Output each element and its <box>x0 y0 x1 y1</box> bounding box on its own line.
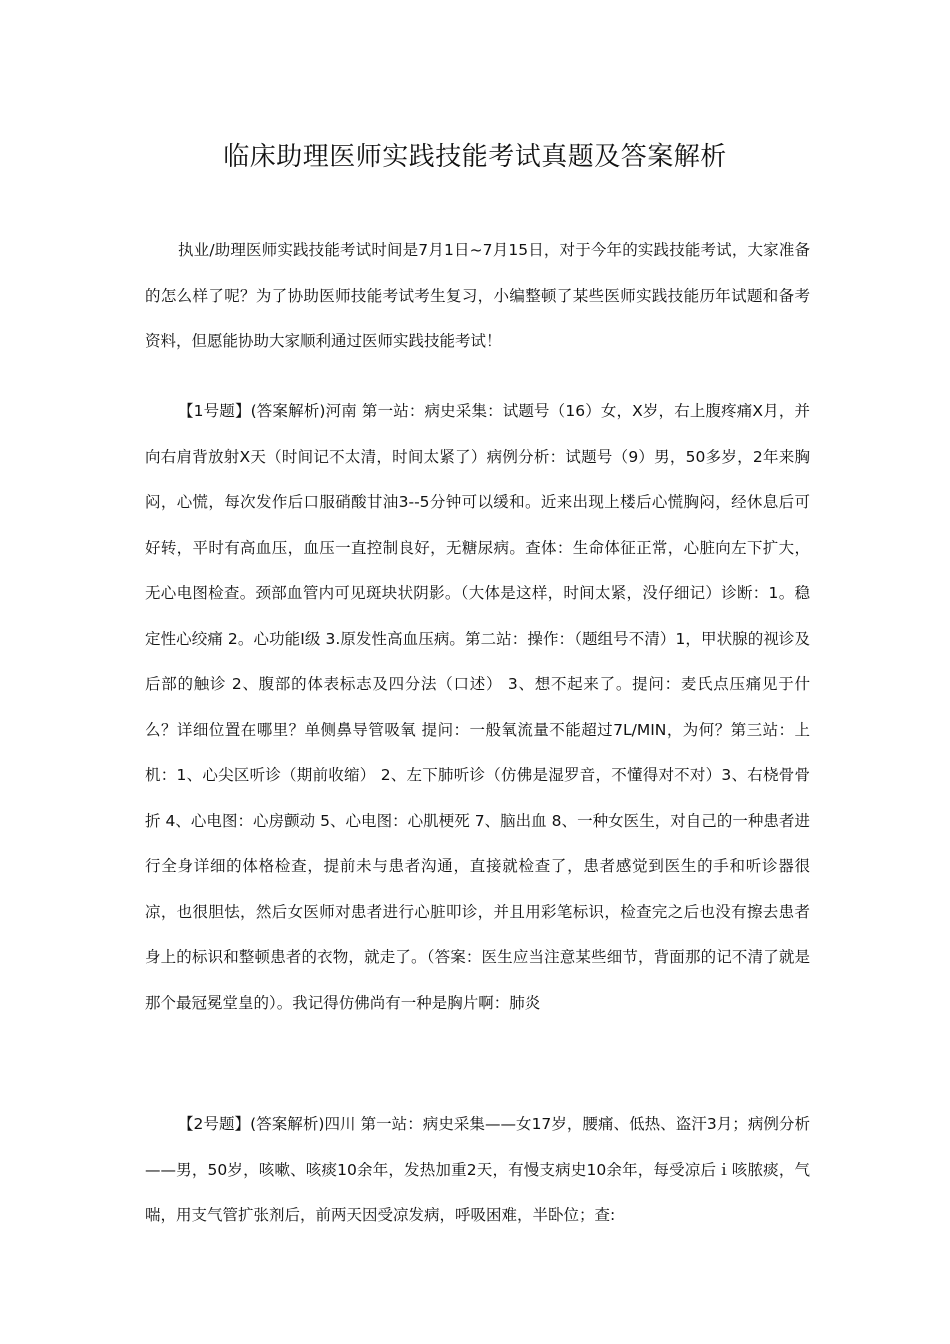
intro-paragraph: 执业/助理医师实践技能考试时间是7月1日~7月15日，对于今年的实践技能考试，大家准备的怎么样了呢？为了协助医师技能考试考生复习，小编整顿了某些医师实践技能历年试题和备考资料，但愿能协助大家顺利通过医师实践技能考试！ <box>145 241 810 350</box>
document-title: 临床助理医师实践技能考试真题及答案解析 <box>223 142 727 172</box>
question-2-paragraph: 【2号题】(答案解析)四川 第一站：病史采集——女17岁，腰痛、低热、盗汗3月；病例分析——男，50岁，咳嗽、咳痰10余年，发热加重2天，有慢支病史10余年，每受凉后ｉ咳脓痰，气喘，用支气管扩张剂后，前两天因受凉发病，呼吸困难，半卧位；查: <box>145 1115 810 1224</box>
question-1-paragraph: 【1号题】(答案解析)河南 第一站：病史采集：试题号（16）女，X岁，右上腹疼痛X月，并向右肩背放射X天（时间记不太清，时间太紧了）病例分析：试题号（9）男，50多岁，2年来胸闷，心慌，每次发作后口服硝酸甘油3--5分钟可以缓和。近来出现上楼后心慌胸闷，经休息后可好转，平时有高血压，血压一直控制良好，无糖尿病。查体：生命体征正常，心脏向左下扩大，无心电图检查。颈部血管内可见斑块状阴影。（大体是这样，时间太紧，没仔细记）诊断：1。稳定性心绞痛 2。心功能Ⅰ级 3.原发性高血压病。第二站：操作：（题组号不清）1，甲状腺的视诊及后部的触诊 2、腹部的体表标志及四分法（口述） 3、想不起来了。提问：麦氏点压痛见于什么？详细位置在哪里？单侧鼻导管吸氧 提问：一般氧流量不能超过7L/MIN，为何？第三站：上机：1、心尖区听诊（期前收缩） 2、左下肺听诊（仿佛是湿罗音，不懂得对不对）3、右桡骨骨折 4、心电图：心房颤动 5、心电图：心肌梗死 7、脑出血 8、一种女医生，对自己的一种患者进行全身详细的体格检查，提前未与患者沟通，直接就检查了，患者感觉到医生的手和听诊器很凉，也很胆怯，然后女医师对患者进行心脏叩诊，并且用彩笔标识，检查完之后也没有擦去患者身上的标识和整顿患者的衣物，就走了。（答案：医生应当注意某些细节，背面那的记不清了就是那个最冠冕堂皇的）。我记得仿佛尚有一种是胸片啊：肺炎 <box>145 402 810 1012</box>
